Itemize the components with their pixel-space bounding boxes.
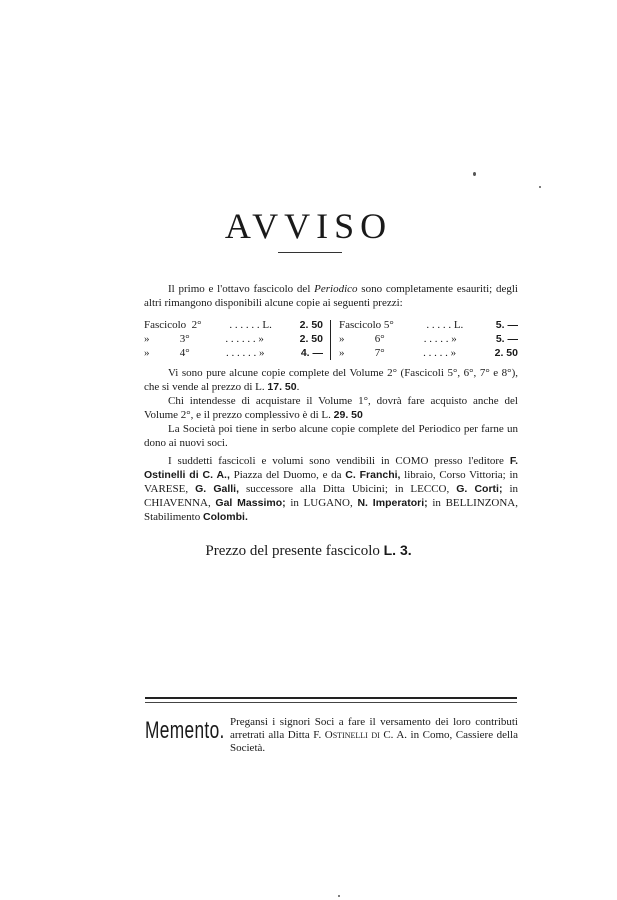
issue-label: Fascicolo 5° [339, 319, 394, 331]
page-title: AVVISO [224, 206, 393, 246]
issue-price: 2. 50 [299, 319, 323, 331]
volume2-price: 17. 50 [267, 381, 297, 393]
sellers-text: in CHIAVENNA, [144, 483, 519, 509]
issue-price: 2. 50 [299, 333, 323, 345]
issue-price: 5. — [495, 333, 518, 345]
sellers-paragraph [144, 454, 518, 524]
issue-label: Fascicolo 2° [144, 319, 202, 331]
issue-price: 5. — [495, 319, 518, 331]
volume2-text: Vi sono pure alcune copie complete del Volume 2° (Fascicoli 5°, 6°, 7° e 8°), che si vende al prezzo di L. [144, 367, 518, 393]
price-row [144, 346, 518, 360]
issue-label: » 4° [144, 347, 190, 359]
seller-name: G. Corti; [456, 483, 503, 495]
sellers-text: libraio, Corso Vittoria; in VARESE, [144, 469, 518, 495]
price-line-amount: L. 3. [383, 542, 412, 558]
dot-leader: . . . . . » [423, 347, 457, 359]
column-divider [330, 320, 331, 360]
volume1-text: Chi intendesse di acquistare il Volume 1°, dovrà fare acquisto anche del Volume 2°, e il prezzo complessivo è di L. [144, 395, 518, 421]
memento-text-cont: C. A. in Como, Cassiere della Società. [230, 729, 518, 754]
periodico-emphasis: Periodico [314, 283, 358, 295]
issue-label: » 7° [339, 347, 385, 359]
price-table [144, 318, 518, 360]
ink-speck [338, 895, 340, 897]
volume2-period: . [296, 381, 300, 393]
seller-name: N. Imperatori; [357, 497, 428, 509]
seller-name: G. Galli, [195, 483, 240, 495]
intro-text: Il primo e l'ottavo fascicolo del [168, 283, 315, 295]
dot-leader: . . . . . » [423, 333, 457, 345]
issue-price: 2. 50 [494, 347, 518, 359]
ink-speck [539, 186, 541, 188]
dot-leader: . . . . . . » [225, 347, 265, 359]
intro-text-cont: sono completamente esauriti; degli altri rimangono disponibili alcune copie ai seguenti prezzi: [144, 283, 518, 309]
dot-leader: . . . . . . L. [229, 319, 272, 331]
dot-leader: . . . . . . » [225, 333, 264, 345]
price-line-text: Prezzo del presente fascicolo [205, 543, 384, 559]
dot-leader: . . . . . L. [426, 319, 464, 331]
seller-name: Colombi. [202, 511, 248, 523]
intro-paragraph [144, 282, 518, 310]
price-row [144, 318, 518, 332]
memento-paragraph [230, 716, 518, 755]
double-rule-thick [145, 697, 517, 699]
seller-name: F. Ostinelli di C. A., [144, 455, 518, 481]
ink-speck [473, 172, 476, 176]
volume1-price: 29. 50 [333, 409, 363, 421]
volume2-paragraph [144, 366, 518, 394]
issue-label: » 3° [144, 333, 190, 345]
sellers-text: Piazza del Duomo, e da [229, 469, 346, 481]
sellers-text: I suddetti fascicoli e volumi sono vendibili in COMO presso l'editore [168, 455, 510, 467]
sellers-text: in BELLINZONA, Stabilimento [144, 497, 518, 523]
sellers-text: successore alla Ditta Ubicini; in LECCO, [239, 483, 457, 495]
sellers-text: in LUGANO, [285, 497, 358, 509]
memento-heading: Memento. [145, 717, 225, 744]
double-rule-thin [145, 702, 517, 703]
seller-name: Gal Massimo; [215, 497, 286, 509]
price-row [144, 332, 518, 346]
society-paragraph: La Società poi tiene in serbo alcune copie complete del Periodico per farne un dono ai nuovi soci. [144, 423, 518, 449]
memento-text: Pregansi i signori Soci a fare il versamento dei loro contributi arretrati alla Ditta F. [230, 716, 518, 741]
issue-label: » 6° [339, 333, 385, 345]
publisher-name: Ostinelli di [324, 729, 380, 741]
title-underline [278, 252, 342, 253]
volume1-paragraph [144, 394, 518, 422]
issue-price-line [0, 542, 617, 560]
seller-name: C. Franchi, [345, 469, 401, 481]
issue-price: 4. — [300, 347, 323, 359]
